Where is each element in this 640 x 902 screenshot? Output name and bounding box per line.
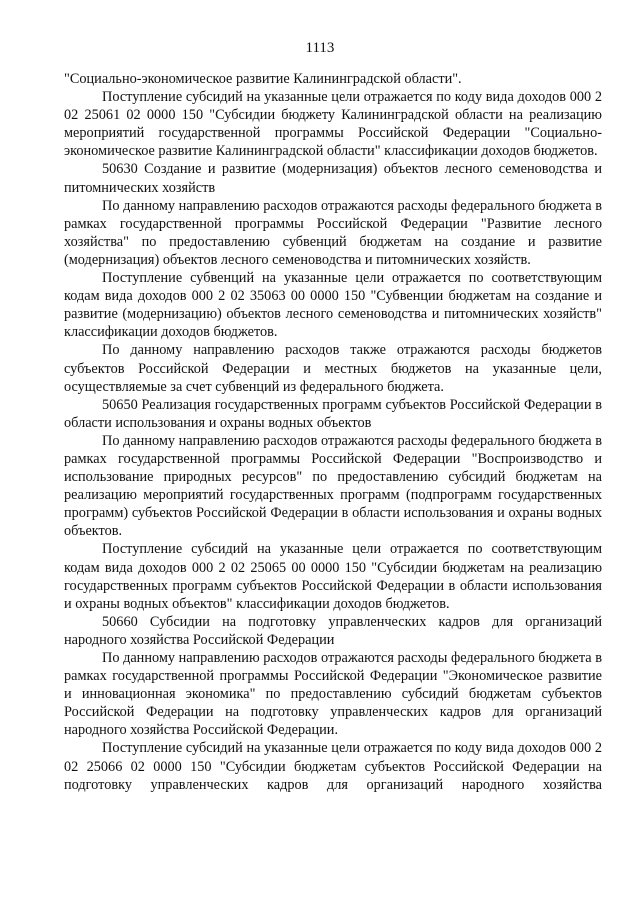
paragraph: 50630 Создание и развитие (модернизация) объектов лесного семеноводства и питомнических хозяйств: [64, 161, 602, 196]
document-body: [64, 70, 602, 794]
paragraph: Поступление субсидий на указанные цели отражается по коду вида доходов 000 2 02 25066 02 0000 150 "Субсидии бюджетам субъектов Российской Федерации на подготовку управленческих кадров для организаций народного хозяйства: [64, 740, 602, 793]
paragraph: Поступление субвенций на указанные цели отражается по соответствующим кодам вида доходов 000 2 02 35063 00 0000 150 "Субвенции бюджетам на создание и развитие (модернизацию) объектов лесного семеноводства и питомнических хозяйств" классификации доходов бюджетов.: [64, 270, 602, 341]
paragraph: "Социально-экономическое развитие Калининградской области".: [64, 71, 462, 87]
paragraph: 50660 Субсидии на подготовку управленческих кадров для организаций народного хозяйства Российской Федерации: [64, 613, 602, 648]
paragraph: По данному направлению расходов отражаются расходы федерального бюджета в рамках государственной программы Российской Федерации "Воспроизводство и использование природных ресурсов" по предоставлению субсидий бюджетам на реализацию мероприятий государственных программ (подпрограмм государственных программ) субъектов Российской Федерации в области использования и охраны водных объектов.: [64, 432, 602, 540]
paragraph: Поступление субсидий на указанные цели отражается по соответствующим кодам вида доходов 000 2 02 25065 00 0000 150 "Субсидии бюджетам на реализацию государственных программ субъектов Российской Федерации в области использования и охраны водных объектов" классификации доходов бюджетов.: [64, 541, 602, 612]
paragraph: По данному направлению расходов также отражаются расходы бюджетов субъектов Российской Федерации и местных бюджетов на указанные цели, осуществляемые за счет субвенций из федерального бюджета.: [64, 342, 602, 395]
paragraph: 50650 Реализация государственных программ субъектов Российской Федерации в области использования и охраны водных объектов: [64, 396, 602, 431]
paragraph: Поступление субсидий на указанные цели отражается по коду вида доходов 000 2 02 25061 02 0000 150 "Субсидии бюджету Калининградской области на реализацию мероприятий государственной программы Российской Федерации "Социально-экономическое развитие Калининградской области" классификации доходов бюджетов.: [64, 89, 602, 160]
paragraph: По данному направлению расходов отражаются расходы федерального бюджета в рамках государственной программы Российской Федерации "Развитие лесного хозяйства" по предоставлению субвенций бюджетам на создание и развитие (модернизация) объектов лесного семеноводства и питомнических хозяйств.: [64, 197, 602, 268]
page-number: 1113: [305, 40, 335, 56]
paragraph: По данному направлению расходов отражаются расходы федерального бюджета в рамках государственной программы Российской Федерации "Экономическое развитие и инновационная экономика" по предоставлению субсидий бюджетам субъектов Российской Федерации на подготовку управленческих кадров для организаций народного хозяйства Российской Федерации.: [64, 650, 602, 739]
